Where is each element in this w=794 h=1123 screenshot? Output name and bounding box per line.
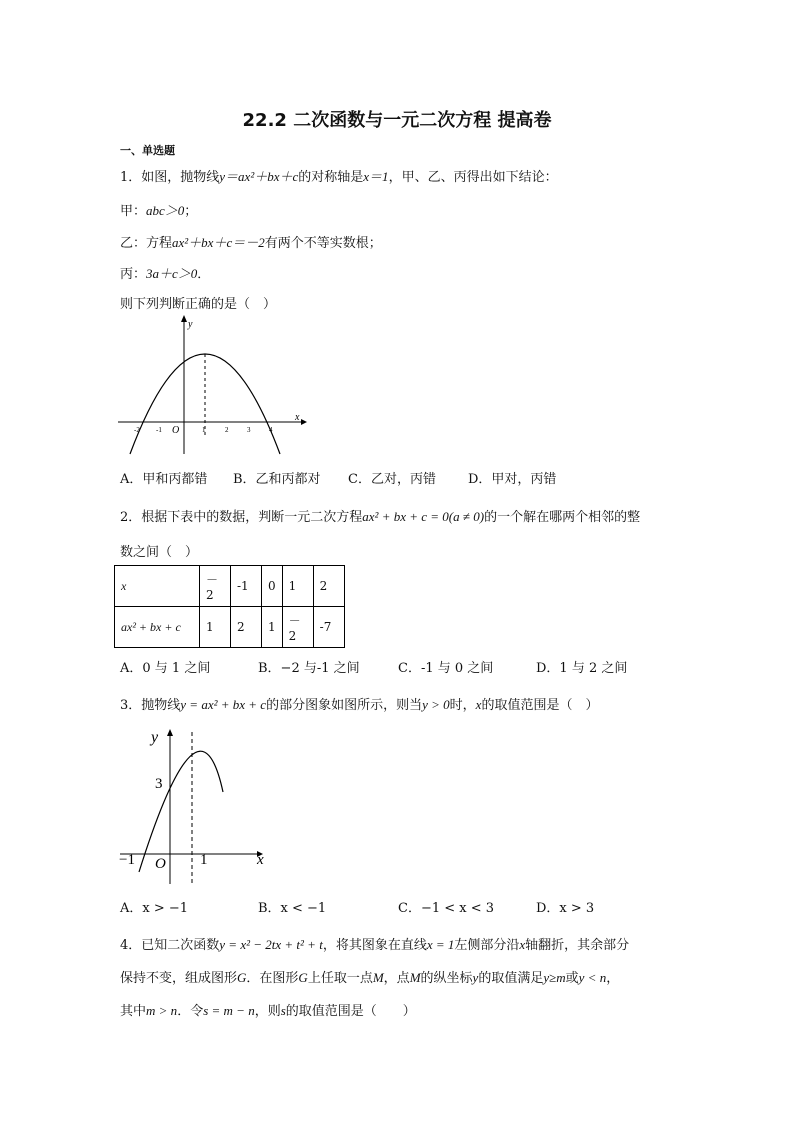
q2-stem: 2．根据下表中的数据，判断一元二次方程ax² + bx + c = 0(a ≠ 0)的一个解在哪两个相邻的整 — [120, 509, 641, 525]
q1-claim-jia: 甲：abc＞0； — [120, 203, 198, 219]
q1-option-b[interactable]: B．乙和丙都对 — [233, 472, 321, 487]
x-tick-neg-label: −1 — [119, 852, 135, 868]
x-axis-label: x — [295, 412, 300, 423]
table-cell: -7 — [313, 607, 344, 648]
x-axis-label: x — [257, 852, 264, 868]
table-cell: 2 — [313, 566, 344, 607]
table-cell: 1 — [200, 607, 231, 648]
q3-option-d[interactable]: D．x > 3 — [536, 901, 595, 916]
q1-option-a[interactable]: A．甲和丙都错 — [120, 472, 208, 487]
tick-label: 3 — [247, 426, 251, 434]
q1-question: 则下列判断正确的是（ ） — [120, 297, 277, 312]
section-heading: 一、单选题 — [120, 144, 175, 157]
q4-stem-line1: 4．已知二次函数y = x² − 2tx + t² + t，将其图象在直线x = 1左侧部分沿x轴翻折，其余部分 — [120, 937, 630, 953]
tick-label: 2 — [225, 426, 229, 434]
q1-parabola-graph — [115, 312, 310, 457]
tick-label: 1 — [202, 426, 206, 434]
origin-label: O — [172, 425, 180, 436]
q4-stem-line3: 其中m > n．令s = m − n，则s的取值范围是（ ） — [120, 1003, 416, 1019]
table-row — [115, 607, 345, 648]
q1-option-d[interactable]: D．甲对，丙错 — [468, 472, 557, 487]
table-header-cell: x — [115, 566, 200, 607]
q3-stem: 3．抛物线y = ax² + bx + c的部分图象如图所示，则当y > 0时，x的取值范围是（ ） — [120, 697, 599, 713]
q1-claim-yi: 乙：方程ax²＋bx＋c＝－2有两个不等实数根； — [120, 235, 382, 251]
q3-option-c[interactable]: C．−1 < x < 3 — [398, 901, 495, 916]
q2-option-b[interactable]: B．−2 与-1 之间 — [258, 661, 360, 676]
table-cell: －2 — [282, 607, 313, 648]
q2-stem-cont: 数之间（ ） — [120, 545, 199, 560]
q3-option-a[interactable]: A．x > −1 — [120, 901, 189, 916]
q3-parabola-graph — [115, 722, 275, 890]
tick-label: -2 — [134, 426, 140, 434]
x-tick-pos-label: 1 — [200, 852, 208, 868]
table-cell: 1 — [282, 566, 313, 607]
q3-option-b[interactable]: B．x < −1 — [258, 901, 327, 916]
tick-label: -1 — [156, 426, 162, 434]
table-cell: 2 — [231, 607, 262, 648]
table-cell: －2 — [200, 566, 231, 607]
y-axis-label: y — [188, 319, 193, 330]
q1-stem: 1．如图，抛物线y＝ax²＋bx＋c的对称轴是x＝1，甲、乙、丙得出如下结论： — [120, 169, 558, 185]
q2-option-d[interactable]: D．1 与 2 之间 — [536, 661, 628, 676]
y-axis-label: y — [151, 729, 159, 746]
tick-label: 4 — [269, 426, 273, 434]
x-axis-arrow-icon — [301, 419, 307, 425]
q4-stem-line2: 保持不变，组成图形G．在图形G上任取一点M，点M的纵坐标y的取值满足y≥m或y < n， — [120, 970, 620, 986]
table-row — [115, 566, 345, 607]
table-header-cell: ax² + bx + c — [115, 607, 200, 648]
y-intercept-label: 3 — [155, 776, 163, 792]
table-cell: 0 — [262, 566, 283, 607]
q2-option-c[interactable]: C．-1 与 0 之间 — [398, 661, 494, 676]
q2-option-a[interactable]: A．0 与 1 之间 — [120, 661, 211, 676]
q2-value-table — [114, 565, 345, 648]
q1-claim-bing: 丙：3a＋c＞0． — [120, 266, 211, 282]
table-cell: -1 — [231, 566, 262, 607]
origin-label: O — [155, 856, 166, 872]
y-axis-arrow-icon — [167, 729, 173, 736]
q1-option-c[interactable]: C．乙对，丙错 — [348, 472, 436, 487]
y-axis-arrow-icon — [181, 315, 187, 322]
page-title: 22.2 二次函数与一元二次方程 提高卷 — [242, 110, 552, 131]
table-cell: 1 — [262, 607, 283, 648]
